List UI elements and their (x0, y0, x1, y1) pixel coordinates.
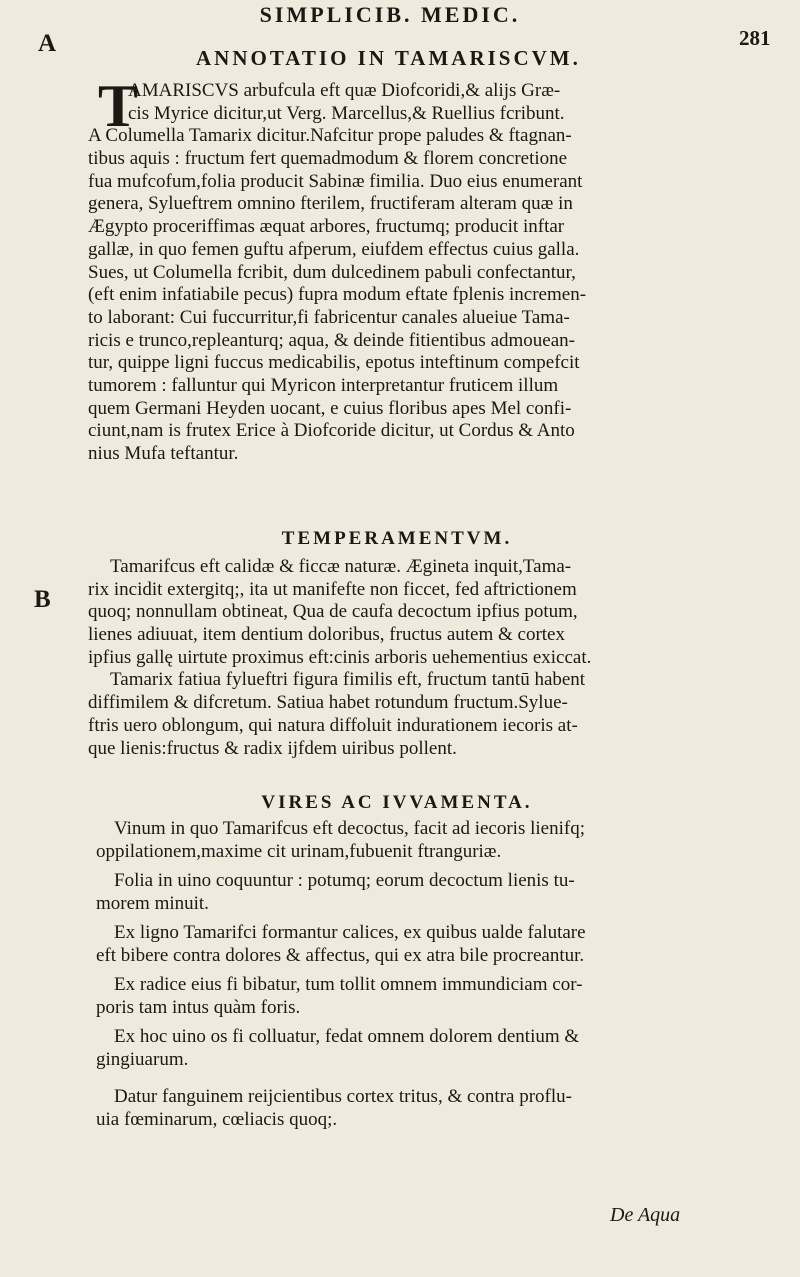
margin-letter-b: B (34, 586, 51, 613)
temperamentum-title: TEMPERAMENTVM. (281, 528, 513, 549)
text-line: gallæ, in quo femen guftu afperum, eiufdem effectus cuius galla. (88, 238, 580, 260)
vires-paragraph (96, 1026, 716, 1071)
text-line: tumorem : falluntur qui Myricon interpretantur fruticem illum (88, 374, 559, 396)
vires-paragraph (96, 1086, 716, 1131)
vires-paragraph (96, 818, 716, 863)
text-line: nius Mufa teftantur. (88, 443, 239, 464)
text-line: Ex radice eius fi bibatur, tum tollit omnem immundiciam cor- (114, 974, 583, 995)
margin-letter-a: A (38, 30, 57, 57)
text-line: ciunt,nam is frutex Erice à Diofcoride dicitur, ut Cordus & Anto (88, 420, 575, 442)
text-line: diffimilem & difcretum. Satiua habet rotundum fructum.Sylue- (88, 692, 568, 714)
text-line: tur, quippe ligni fuccus medicabilis, epotus inteftinum compefcit (88, 352, 580, 374)
text-line: gingiuarum. (96, 1048, 189, 1070)
drop-initial: T (98, 73, 139, 139)
text-line: que lienis:fructus & radix ijfdem uiribus pollent. (88, 737, 457, 759)
text-line: Tamarix fatiua fylueftri figura fimilis eft, fructum tantū habent (110, 669, 586, 691)
vires-title: VIRES AC IVVAMENTA. (261, 792, 533, 813)
text-line: Tamarifcus eft calidæ & ficcæ naturæ. Ægineta inquit,Tama- (110, 556, 572, 577)
text-line: morem minuit. (96, 892, 209, 914)
catchword: De Aqua (610, 1204, 681, 1226)
text-line: Ægypto proceriffimas æquat arbores, fructumq; producit inftar (88, 216, 565, 238)
text-line: cis Myrice dicitur,ut Verg. Marcellus,& Ruellius fcribunt. (128, 102, 565, 124)
temperamentum-text (88, 556, 706, 760)
page-number: 281 (739, 26, 771, 50)
annotatio-title: ANNOTATIO IN TAMARISCVM. (196, 46, 581, 70)
text-line: Ex ligno Tamarifci formantur calices, ex quibus ualde falutare (114, 922, 586, 943)
text-line: to laborant: Cui fuccurritur,fi fabricentur canales alueiue Tama- (88, 306, 570, 328)
text-line: A Columella Tamarix dicitur.Nafcitur prope paludes & ftagnan- (88, 125, 572, 147)
text-line: rix incidit extergitq;, ita ut manifefte non ficcet, fed aftrictionem (88, 578, 577, 600)
text-line: lienes adiuuat, item dentium doloribus, fructus autem & cortex (88, 624, 565, 646)
text-line: ricis e trunco,repleanturq; aqua, & deinde fitientibus admouean- (88, 329, 575, 351)
text-line: ftris uero oblongum, qui natura diffoluit indurationem iecoris at- (88, 714, 578, 736)
text-line: Sues, ut Columella fcribit, dum dulcedinem pabuli confectantur, (88, 261, 576, 283)
text-line: AMARISCVS arbufcula eft quæ Diofcoridi,& alijs Græ- (128, 80, 561, 101)
text-line: poris tam intus quàm foris. (96, 996, 301, 1018)
text-line: Folia in uino coquuntur : potumq; eorum decoctum lienis tu- (114, 870, 575, 891)
text-line: fua mufcofum,folia producit Sabinæ fimilia. Duo eius enumerant (88, 170, 583, 192)
text-line: genera, Sylueftrem omnino fterilem, fructiferam alteram quæ in (88, 193, 573, 215)
running-head: SIMPLICIB. MEDIC. (259, 2, 521, 27)
text-line: Ex hoc uino os fi colluatur, fedat omnem dolorem dentium & (114, 1026, 580, 1047)
vires-paragraph (96, 974, 716, 1019)
text-line: tibus aquis : fructum fert quemadmodum & florem concretione (88, 148, 568, 170)
text-line: ipfius gallę uirtute proximus eft:cinis arboris uehementius exiccat. (88, 646, 592, 668)
text-line: quoq; nonnullam obtineat, Qua de caufa decoctum ipfius potum, (88, 601, 578, 623)
text-line: uia fœminarum, cœliacis quoq;. (96, 1108, 338, 1130)
text-line: Vinum in quo Tamarifcus eft decoctus, facit ad iecoris lienifq; (114, 818, 585, 839)
annotatio-text (88, 80, 706, 466)
text-line: eft bibere contra dolores & affectus, qui ex atra bile procreantur. (96, 944, 585, 966)
text-line: oppilationem,maxime cit urinam,fubuenit ftranguriæ. (96, 840, 502, 862)
text-line: (eft enim infatiabile pecus) fupra modum eftate fplenis incremen- (88, 284, 587, 306)
vires-paragraph (96, 870, 716, 915)
text-line: quem Germani Heyden uocant, e cuius floribus apes Mel confi- (88, 397, 572, 419)
vires-paragraph (96, 922, 716, 967)
text-line: Datur fanguinem reijcientibus cortex tritus, & contra proflu- (114, 1086, 572, 1107)
